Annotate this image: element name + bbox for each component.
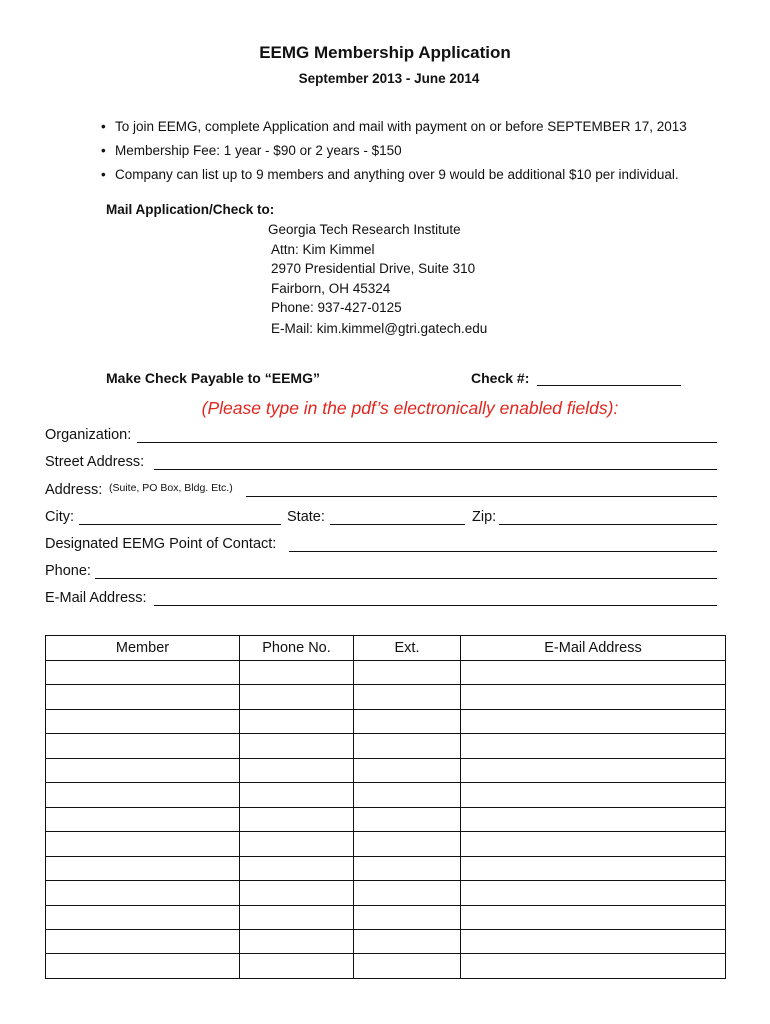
member-ext-cell[interactable] [354, 856, 461, 880]
column-header-email: E-Mail Address [461, 636, 726, 661]
member-ext-cell[interactable] [354, 685, 461, 709]
table-row [46, 954, 726, 978]
member-email-cell[interactable] [461, 832, 726, 856]
address-field[interactable] [246, 496, 717, 497]
member-name-cell[interactable] [46, 881, 240, 905]
table-row [46, 734, 726, 758]
point-of-contact-field[interactable] [289, 551, 717, 552]
member-ext-cell[interactable] [354, 783, 461, 807]
member-email-cell[interactable] [461, 734, 726, 758]
members-table-body [46, 661, 726, 979]
mail-address-line: Georgia Tech Research Institute [268, 222, 461, 237]
member-ext-cell[interactable] [354, 929, 461, 953]
member-name-cell[interactable] [46, 905, 240, 929]
city-field[interactable] [79, 524, 281, 525]
member-phone-cell[interactable] [240, 881, 354, 905]
check-payable-label: Make Check Payable to “EEMG” [106, 370, 320, 386]
member-ext-cell[interactable] [354, 832, 461, 856]
member-phone-cell[interactable] [240, 954, 354, 978]
table-row [46, 881, 726, 905]
table-row [46, 807, 726, 831]
city-label: City: [45, 509, 74, 525]
member-ext-cell[interactable] [354, 881, 461, 905]
table-row [46, 709, 726, 733]
column-header-phone: Phone No. [240, 636, 354, 661]
member-name-cell[interactable] [46, 856, 240, 880]
member-email-cell[interactable] [461, 661, 726, 685]
organization-label: Organization: [45, 427, 132, 443]
member-name-cell[interactable] [46, 758, 240, 782]
phone-field[interactable] [95, 578, 717, 579]
member-phone-cell[interactable] [240, 709, 354, 733]
mail-address-line: Attn: Kim Kimmel [271, 242, 375, 257]
table-row [46, 856, 726, 880]
member-phone-cell[interactable] [240, 734, 354, 758]
member-email-cell[interactable] [461, 685, 726, 709]
member-email-cell[interactable] [461, 856, 726, 880]
member-name-cell[interactable] [46, 807, 240, 831]
state-field[interactable] [330, 524, 465, 525]
table-row [46, 929, 726, 953]
column-header-member: Member [46, 636, 240, 661]
bullet-member-limit: • Company can list up to 9 members and anything over 9 would be additional $10 per individual. [101, 166, 687, 190]
table-row [46, 832, 726, 856]
phone-label: Phone: [45, 563, 91, 579]
member-phone-cell[interactable] [240, 807, 354, 831]
zip-label: Zip: [472, 509, 497, 525]
member-email-cell[interactable] [461, 929, 726, 953]
mail-phone-line: Phone: 937-427-0125 [271, 300, 402, 315]
page-title: EEMG Membership Application [259, 43, 511, 62]
member-name-cell[interactable] [46, 685, 240, 709]
typing-instructions: (Please type in the pdf’s electronically enabled fields): [201, 398, 619, 418]
member-email-cell[interactable] [461, 954, 726, 978]
table-row [46, 758, 726, 782]
member-name-cell[interactable] [46, 709, 240, 733]
mail-address-line: Fairborn, OH 45324 [271, 281, 391, 296]
member-ext-cell[interactable] [354, 807, 461, 831]
bullet-deadline: • To join EEMG, complete Application and mail with payment on or before SEPTEMBER 17, 2013 [101, 118, 687, 142]
info-bullet-list [101, 118, 687, 190]
member-ext-cell[interactable] [354, 758, 461, 782]
member-ext-cell[interactable] [354, 905, 461, 929]
member-email-cell[interactable] [461, 807, 726, 831]
member-ext-cell[interactable] [354, 954, 461, 978]
member-phone-cell[interactable] [240, 685, 354, 709]
member-phone-cell[interactable] [240, 929, 354, 953]
member-ext-cell[interactable] [354, 661, 461, 685]
member-name-cell[interactable] [46, 954, 240, 978]
zip-field[interactable] [499, 524, 717, 525]
member-name-cell[interactable] [46, 929, 240, 953]
member-phone-cell[interactable] [240, 783, 354, 807]
members-table-header [46, 636, 726, 661]
email-field[interactable] [154, 605, 717, 606]
point-of-contact-label: Designated EEMG Point of Contact: [45, 536, 277, 552]
mail-to-heading: Mail Application/Check to: [106, 202, 275, 217]
state-label: State: [287, 509, 325, 525]
street-address-label: Street Address: [45, 454, 145, 470]
member-phone-cell[interactable] [240, 758, 354, 782]
street-address-field[interactable] [154, 469, 717, 470]
member-phone-cell[interactable] [240, 661, 354, 685]
mail-email-line: E-Mail: kim.kimmel@gtri.gatech.edu [271, 321, 488, 336]
check-number-label: Check #: [471, 370, 530, 386]
table-row [46, 783, 726, 807]
check-number-field[interactable] [537, 385, 681, 386]
table-row [46, 685, 726, 709]
column-header-ext: Ext. [354, 636, 461, 661]
member-ext-cell[interactable] [354, 709, 461, 733]
page-subtitle: September 2013 - June 2014 [298, 71, 480, 86]
member-email-cell[interactable] [461, 709, 726, 733]
address-label: Address: [45, 482, 103, 498]
address-note: (Suite, PO Box, Bldg. Etc.) [109, 482, 233, 494]
mail-address-line: 2970 Presidential Drive, Suite 310 [271, 261, 476, 276]
table-row [46, 661, 726, 685]
member-name-cell[interactable] [46, 734, 240, 758]
members-table [45, 635, 726, 979]
member-name-cell[interactable] [46, 832, 240, 856]
member-name-cell[interactable] [46, 661, 240, 685]
member-email-cell[interactable] [461, 758, 726, 782]
member-phone-cell[interactable] [240, 832, 354, 856]
table-row [46, 905, 726, 929]
member-ext-cell[interactable] [354, 734, 461, 758]
member-email-cell[interactable] [461, 783, 726, 807]
email-label: E-Mail Address: [45, 590, 147, 606]
member-email-cell[interactable] [461, 881, 726, 905]
organization-field[interactable] [137, 442, 717, 443]
member-phone-cell[interactable] [240, 856, 354, 880]
member-phone-cell[interactable] [240, 905, 354, 929]
bullet-fee: • Membership Fee: 1 year - $90 or 2 years - $150 [101, 142, 687, 166]
member-email-cell[interactable] [461, 905, 726, 929]
member-name-cell[interactable] [46, 783, 240, 807]
